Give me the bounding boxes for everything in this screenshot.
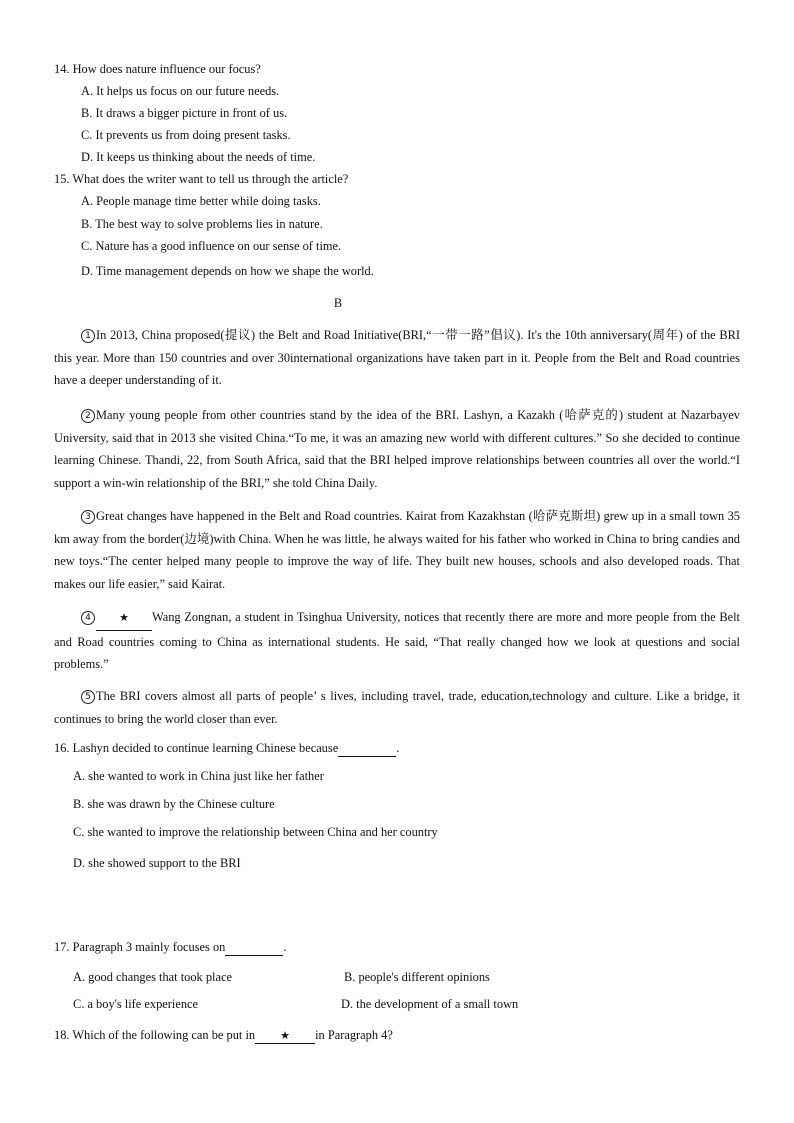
question-18-stem-end: in Paragraph 4? (315, 1028, 393, 1042)
paragraph-5-text: The BRI covers almost all parts of people’ s lives, including travel, trade, education,technology and culture. Like a bridge, it continues to bring the world closer than ever. (54, 689, 740, 726)
paragraph-1-text: In 2013, China proposed(提议) the Belt and Road Initiative(BRI,“一带一路”倡议). It's the 10th anniversary(周年) of the BRI this year. More than 150 countries and over 30international organizations have taken part in it. People from the Belt and Road countries have a deeper understanding of it. (54, 328, 740, 388)
paragraph-number-5: 5 (81, 690, 95, 704)
question-18-stem-text: 18. Which of the following can be put in (54, 1028, 256, 1042)
question-18-stem (54, 1028, 393, 1044)
section-label: B (333, 296, 343, 310)
star-icon: ★ (119, 611, 129, 624)
passage-paragraph-2 (54, 404, 740, 494)
answer-blank (225, 940, 283, 956)
paragraph-4-text: Wang Zongnan, a student in Tsinghua University, notices that recently there are more and more people from the Belt and Road countries coming to China as international students. He said, “That really changed how we look at questions and social problems.” (54, 610, 740, 672)
question-16-stem-end: . (396, 741, 400, 755)
paragraph-number-2: 2 (81, 409, 95, 423)
question-17-option-c: C. a boy's life experience (73, 997, 199, 1011)
passage-paragraph-4 (54, 606, 740, 676)
question-16-option-b: B. she was drawn by the Chinese culture (73, 797, 275, 811)
question-16-stem (54, 741, 399, 757)
question-14-option-c: C. It prevents us from doing present tasks. (81, 128, 291, 142)
star-blank (96, 606, 152, 631)
question-17-option-d: D. the development of a small town (341, 997, 519, 1011)
paragraph-2-text: Many young people from other countries stand by the idea of the BRI. Lashyn, a Kazakh (哈萨克的) student at Nazarbayev University, said that in 2013 she visited China.“To me, it was an amazing new world with different cultures.” So she decided to continue learning Chinese. Thandi, 22, from South Africa, said that the BRI helped improve relationships between countries all over the world.“I support a win-win relationship of the BRI,” she told China Daily. (54, 408, 740, 490)
question-17-stem-text: 17. Paragraph 3 mainly focuses on (54, 940, 226, 954)
star-icon: ★ (280, 1029, 291, 1042)
passage-paragraph-3 (54, 505, 740, 595)
passage-paragraph-1 (54, 324, 740, 392)
question-16-option-c: C. she wanted to improve the relationship between China and her country (73, 825, 438, 839)
question-15-option-b: B. The best way to solve problems lies in nature. (81, 217, 323, 231)
question-15-option-c: C. Nature has a good influence on our sense of time. (81, 239, 342, 253)
paragraph-number-4: 4 (81, 611, 95, 625)
question-14-option-d: D. It keeps us thinking about the needs of time. (81, 150, 316, 164)
answer-blank (338, 741, 396, 757)
paragraph-number-3: 3 (81, 510, 95, 524)
question-16-option-a: A. she wanted to work in China just like her father (73, 769, 324, 783)
paragraph-number-1: 1 (81, 329, 95, 343)
question-14-option-a: A. It helps us focus on our future needs. (81, 84, 280, 98)
question-15-stem: 15. What does the writer want to tell us through the article? (54, 172, 349, 186)
star-blank (255, 1028, 315, 1044)
question-14-option-b: B. It draws a bigger picture in front of us. (81, 106, 288, 120)
question-15-option-d: D. Time management depends on how we shape the world. (81, 264, 374, 278)
question-17-option-b: B. people's different opinions (344, 970, 490, 984)
question-17-stem (54, 940, 286, 956)
paragraph-3-text: Great changes have happened in the Belt and Road countries. Kairat from Kazakhstan (哈萨克斯坦) grew up in a small town 35 km away from the border(边境)with China. When he was little, he always waited for his father who worked in China to bring candies and new toys.“The center helped many people to improve the way of life. They built new houses, schools and also developed roads. That makes our life easier,” said Kairat. (54, 509, 740, 591)
question-16-option-d: D. she showed support to the BRI (73, 856, 241, 870)
question-16-stem-text: 16. Lashyn decided to continue learning Chinese because (54, 741, 339, 755)
question-17-option-a: A. good changes that took place (73, 970, 232, 984)
passage-paragraph-5 (54, 685, 740, 730)
question-17-stem-end: . (283, 940, 287, 954)
question-14-stem: 14. How does nature influence our focus? (54, 62, 261, 76)
question-15-option-a: A. People manage time better while doing tasks. (81, 194, 321, 208)
